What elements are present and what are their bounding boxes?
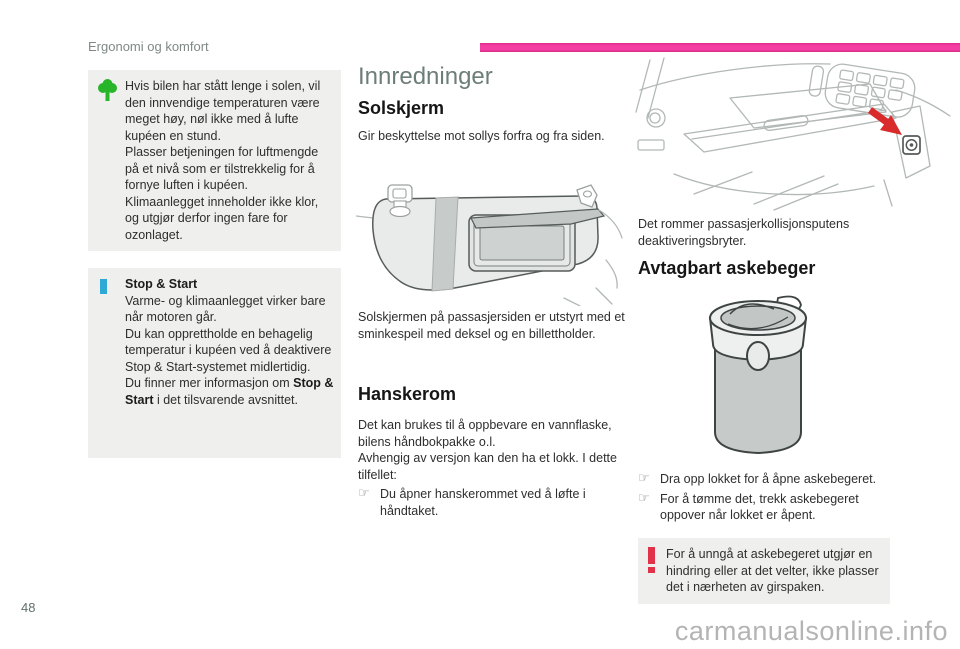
glove-box-bullet: ☞ Du åpner hanskerommet ved å løfte i håndtaket. xyxy=(358,486,586,518)
eco-note-line: Klimaanlegget inneholder ikke klor, og utgjør derfor ingen fare for ozonlaget. xyxy=(125,194,319,242)
stop-start-title: Stop & Start xyxy=(125,277,198,291)
glovebox-caption: Det rommer passasjerkollisjonsputens deaktiveringsbryter. xyxy=(638,217,850,248)
ashtray-instructions xyxy=(638,471,892,524)
stop-start-more-info: Du finner mer informasjon om Stop & Start i det tilsvarende avsnittet. xyxy=(125,376,334,407)
sun-visor-intro: Gir beskyttelse mot sollys forfra og fra siden. xyxy=(358,129,605,143)
glove-box-text xyxy=(358,417,634,519)
page-number: 48 xyxy=(21,600,36,615)
stop-start-note-box xyxy=(88,268,341,458)
glovebox-illustration xyxy=(634,54,956,214)
sun-visor-caption: Solskjermen på passasjersiden er utstyrt med et sminkespeil med deksel og en billettholder. xyxy=(358,310,625,341)
ashtray-lid-button xyxy=(747,342,769,370)
red-arrow-icon xyxy=(870,110,902,135)
stop-start-line: Varme- og klimaanlegget virker bare når motoren går. xyxy=(125,293,326,324)
eco-note-line: Hvis bilen har stått lenge i solen, vil den innvendige temperaturen være meget høy, nøl ikke med å lufte kupéen en stund. xyxy=(125,79,321,143)
ashtray-bullet: ☞ Dra opp lokket for å åpne askebegeret. xyxy=(638,471,877,486)
eco-note-line: Plasser betjeningen for luftmengde på et nivå som er tilstrekkelig for å fornye luften i kupéen. xyxy=(125,145,319,192)
ashtray-heading: Avtagbart askebeger xyxy=(638,258,816,278)
visor-mount-left xyxy=(388,185,412,217)
chapter-label: Ergonomi og komfort xyxy=(88,39,209,54)
warning-box xyxy=(638,538,890,604)
info-icon xyxy=(100,279,107,294)
warning-text: For å unngå at askebegeret utgjør en hindring eller at det velter, ikke plasser det i nærheten av girspaken. xyxy=(666,547,879,594)
ashtray-illustration xyxy=(686,284,831,470)
pointing-hand-icon: ☞ xyxy=(358,486,370,501)
glove-box-heading: Hanskerom xyxy=(358,384,457,404)
sun-visor-heading: Solskjerm xyxy=(358,98,445,118)
glove-box-paragraph: Det kan brukes til å oppbevare en vannflaske, bilens håndbokpakke o.l. xyxy=(358,418,612,449)
glove-box-paragraph: Avhengig av versjon kan den ha et lokk. I dette tilfellet: xyxy=(358,451,617,482)
stop-start-line: Du kan opprettholde en behagelig temperatur i kupéen ved å deaktivere Stop & Start-systemet midlertidig. xyxy=(125,326,332,374)
warning-icon xyxy=(648,547,655,573)
pointing-hand-icon: ☞ xyxy=(638,471,650,486)
tree-icon xyxy=(96,79,119,102)
sun-visor-illustration xyxy=(356,168,632,306)
airbag-deactivation-switch xyxy=(903,136,920,154)
accent-bar xyxy=(480,43,960,52)
section-title: Innredninger xyxy=(358,63,493,90)
watermark: carmanualsonline.info xyxy=(674,616,948,646)
eco-note-box xyxy=(88,70,341,251)
pointing-hand-icon: ☞ xyxy=(638,490,650,506)
ashtray-bullet: ☞ For å tømme det, trekk askebegeret oppover når lokket er åpent. xyxy=(638,490,859,522)
